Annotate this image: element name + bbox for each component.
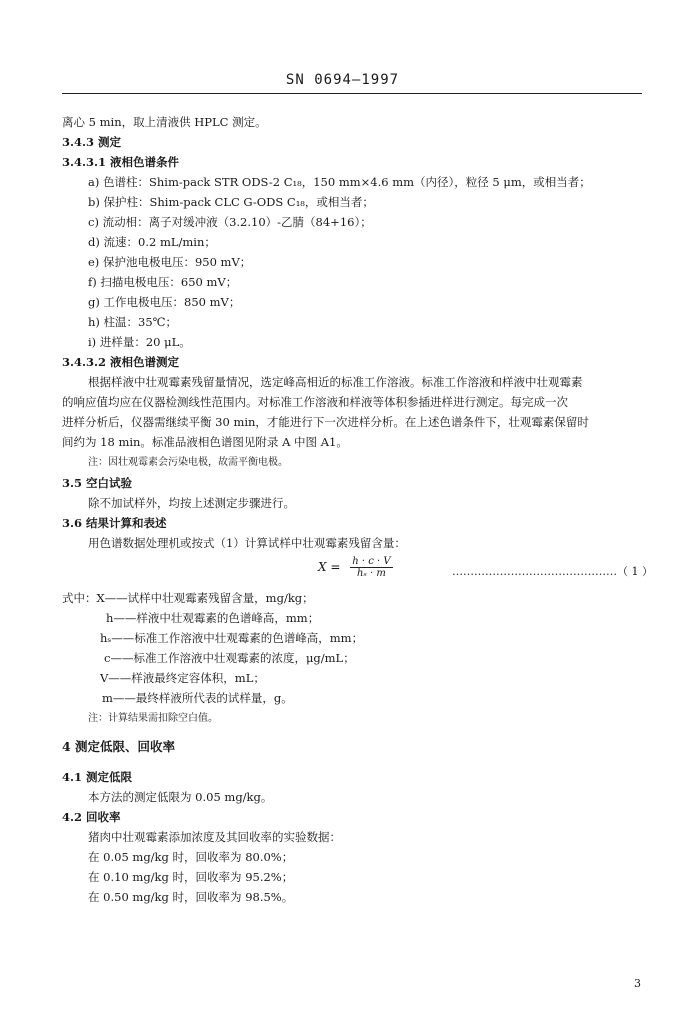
formula-denominator: hₛ · m	[357, 568, 386, 579]
paragraph-line: 猪肉中壮观霉素添加浓度及其回收率的实验数据：	[88, 830, 341, 844]
list-item: g) 工作电极电压：850 mV；	[88, 295, 241, 309]
note: 注：计算结果需扣除空白值。	[88, 713, 218, 724]
paragraph-line: 的响应值均应在仪器检测线性范围内。对标准工作溶液和样液等体积参插进样进行测定。每完成一次	[62, 395, 568, 409]
section-heading: 3.4.3.1 液相色谱条件	[62, 155, 180, 169]
paragraph-line: 在 0.50 mg/kg 时，回收率为 98.5%。	[88, 890, 294, 904]
paragraph-line: 间约为 18 min。标准品液相色谱图见附录 A 中图 A1。	[62, 435, 348, 449]
paragraph-line: 本方法的测定低限为 0.05 mg/kg。	[88, 790, 273, 804]
list-item: e) 保护池电极电压：950 mV；	[88, 255, 252, 269]
paragraph-line: 进样分析后，仪器需继续平衡 30 min，才能进行下一次进样分析。在上述色谱条件下，壮观霉素保留时	[62, 415, 589, 429]
standard-number-header: SN 0694—1997	[285, 72, 400, 88]
page-number: 3	[634, 977, 641, 990]
header-rule	[62, 93, 642, 94]
chapter-heading: 4 测定低限、回收率	[62, 739, 176, 754]
paragraph-line: 在 0.05 mg/kg 时，回收率为 80.0%；	[88, 850, 294, 864]
section-heading: 4.2 回收率	[62, 810, 121, 824]
list-item: i) 进样量：20 μL。	[88, 335, 191, 349]
section-heading: 3.5 空白试验	[62, 476, 133, 490]
equation-number: ………………………………………（ 1 ）	[452, 565, 653, 578]
formula-numerator: h · c · V	[352, 556, 391, 567]
list-item: d) 流速：0.2 mL/min；	[88, 235, 216, 249]
formula-lhs: X =	[318, 560, 341, 574]
where-line: hₛ——标准工作溶液中壮观霉素的色谱峰高，mm；	[100, 631, 364, 645]
list-item: h) 柱温：35℃；	[88, 315, 178, 329]
list-item: b) 保护柱：Shim-pack CLC G-ODS C₁₈，或相当者；	[88, 195, 374, 209]
paragraph-line: 除不加试样外，均按上述测定步骤进行。	[88, 496, 295, 510]
where-line: V——样液最终定容体积，mL；	[100, 671, 265, 685]
note: 注：因壮观霉素会污染电极，故需平衡电极。	[88, 457, 288, 468]
section-heading: 3.6 结果计算和表述	[62, 516, 167, 530]
where-line: m——最终样液所代表的试样量，g。	[102, 691, 293, 705]
text-line: 离心 5 min，取上清液供 HPLC 测定。	[62, 115, 267, 129]
formula-fraction	[350, 556, 392, 579]
where-line: h——样液中壮观霉素的色谱峰高，mm；	[106, 611, 320, 625]
formula-1	[318, 556, 393, 579]
section-heading: 3.4.3.2 液相色谱测定	[62, 355, 180, 369]
paragraph-line: 根据样液中壮观霉素残留量情况，选定峰高相近的标准工作溶液。标准工作溶液和样液中壮观霉素	[88, 375, 583, 389]
paragraph-line: 在 0.10 mg/kg 时，回收率为 95.2%；	[88, 870, 294, 884]
list-item: c) 流动相：离子对缓冲液（3.2.10）-乙腈（84+16）；	[88, 215, 372, 229]
section-heading: 4.1 测定低限	[62, 770, 133, 784]
list-item: f) 扫描电极电压：650 mV；	[88, 275, 238, 289]
where-line: c——标准工作溶液中壮观霉素的浓度，μg/mL；	[104, 651, 355, 665]
paragraph-line: 用色谱数据处理机或按式（1）计算试样中壮观霉素残留含量：	[88, 536, 406, 550]
section-heading: 3.4.3 测定	[62, 135, 122, 149]
list-item: a) 色谱柱：Shim-pack STR ODS-2 C₁₈，150 mm×4.6 mm（内径），粒径 5 μm，或相当者；	[88, 175, 591, 189]
where-line: 式中：X——试样中壮观霉素残留含量，mg/kg；	[62, 591, 314, 605]
